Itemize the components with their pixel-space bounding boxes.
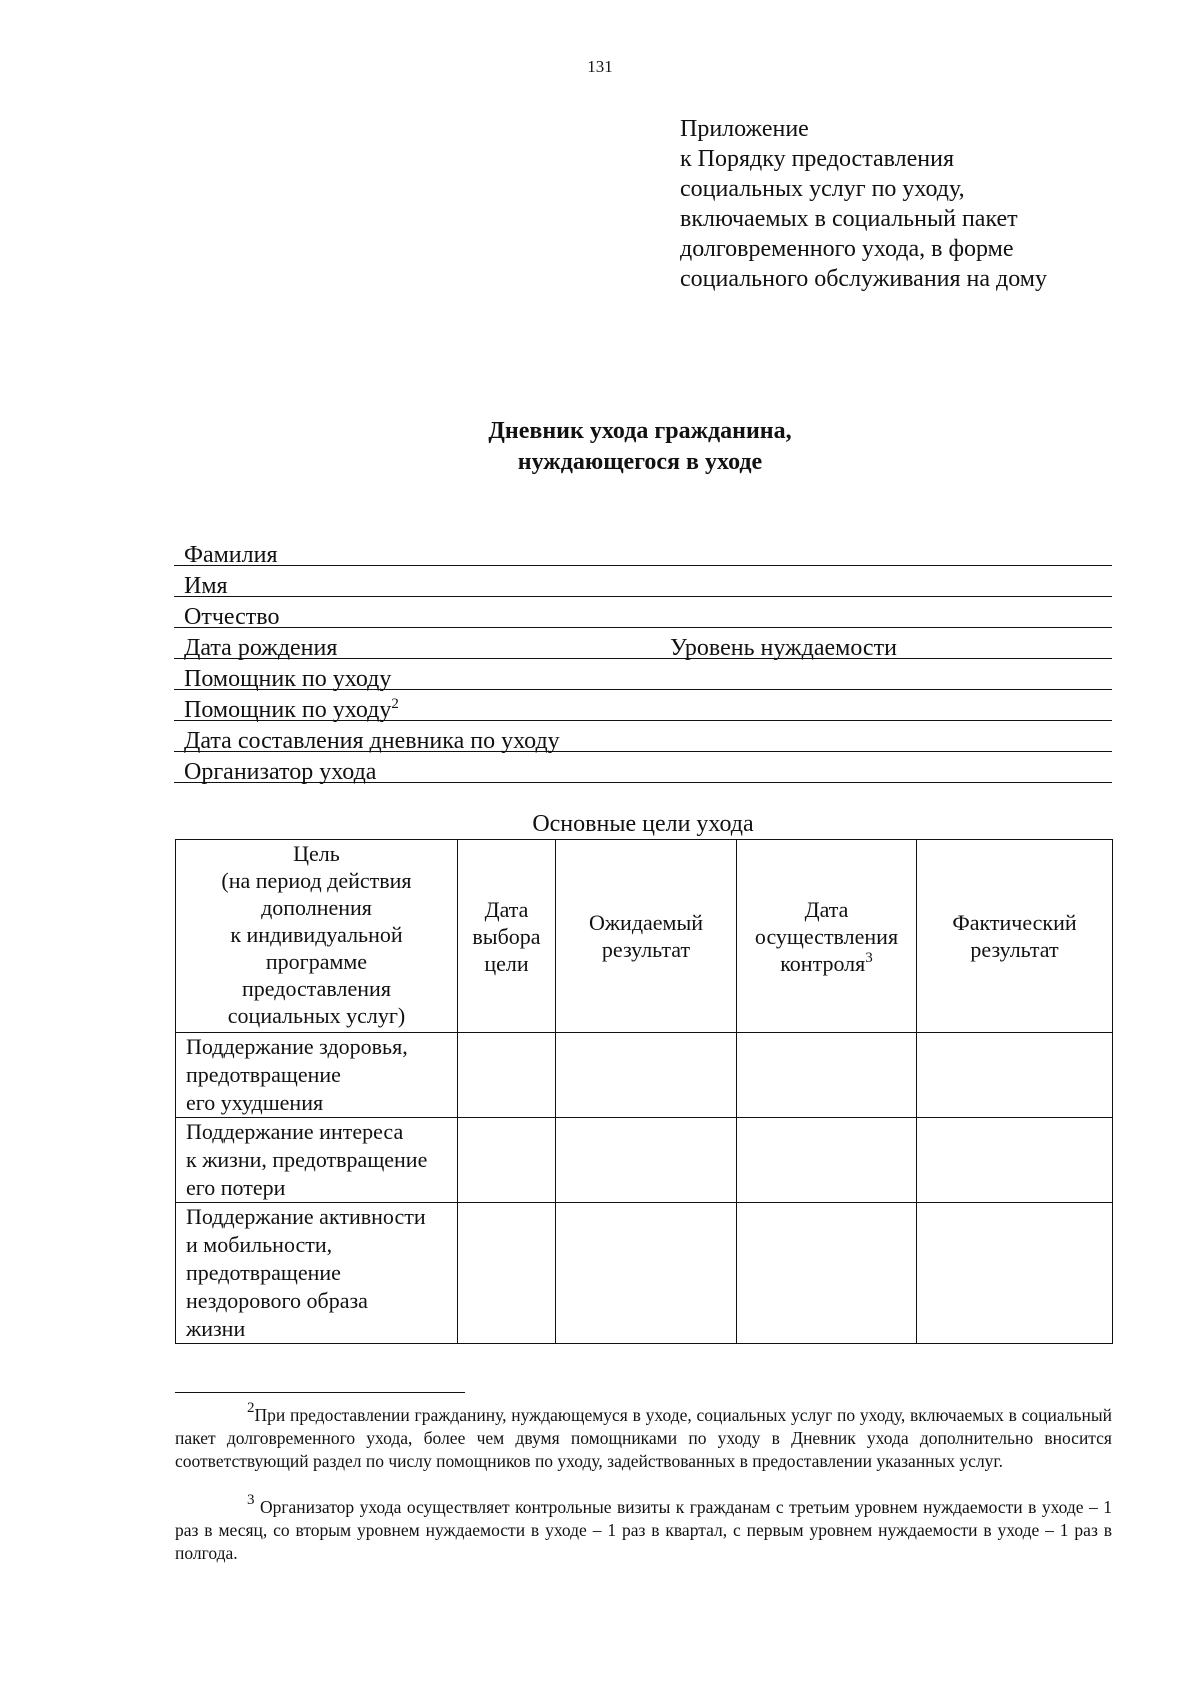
actual-result-cell[interactable] xyxy=(917,1203,1113,1344)
header-line: осуществления xyxy=(754,923,899,949)
assistant-field[interactable] xyxy=(174,659,1112,690)
control-date-cell[interactable] xyxy=(737,1118,917,1203)
surname-label: Фамилия xyxy=(184,542,278,568)
header-goal xyxy=(176,840,458,1033)
goal-cell xyxy=(176,1203,458,1344)
goal-line: к жизни, предотвращение xyxy=(186,1147,428,1172)
footnote-2-text: При предоставлении гражданину, нуждающемуся в уходе, социальных услуг по уходу, включаемых в социальный пакет долговременного ухода, более чем двумя помощниками по уходу в Дневник ухода дополнительно вносится соответствующий раздел по числу помощников по уходу, задействованных в предоставлении указанных услуг. xyxy=(175,1405,1112,1471)
goal-line: его потери xyxy=(186,1175,286,1200)
assistant2-label xyxy=(184,697,399,723)
header-goal-line: (на период действия xyxy=(221,868,412,893)
header-actual-result xyxy=(917,840,1113,1033)
header-line: выбора xyxy=(472,923,541,949)
header-line: Фактический xyxy=(952,910,1077,935)
expected-result-cell[interactable] xyxy=(556,1118,737,1203)
table-row xyxy=(176,1203,1113,1344)
name-field[interactable] xyxy=(174,566,1112,597)
header-expected-result xyxy=(556,840,737,1033)
expected-result-cell[interactable] xyxy=(556,1203,737,1344)
goal-line: жизни xyxy=(186,1316,246,1341)
appendix-line: социального обслуживания на дому xyxy=(680,266,1047,292)
header-selection-date xyxy=(458,840,556,1033)
appendix-line: Приложение xyxy=(680,116,809,142)
header-line: результат xyxy=(970,937,1059,962)
footnote-2-mark: 2 xyxy=(247,1400,255,1416)
patronymic-field[interactable] xyxy=(174,597,1112,628)
goal-line: предотвращение xyxy=(186,1062,341,1087)
diary-date-label: Дата составления дневника по уходу xyxy=(184,728,560,754)
header-line: цели xyxy=(484,950,529,976)
header-line: Дата xyxy=(804,896,849,922)
actual-result-cell[interactable] xyxy=(917,1033,1113,1118)
goal-line: Поддержание активности xyxy=(186,1204,426,1229)
assistant2-text: Помощник по уходу xyxy=(184,697,392,723)
header-goal-line: дополнения xyxy=(261,895,372,920)
header-line xyxy=(737,950,916,977)
footnote-divider xyxy=(175,1392,465,1393)
header-line: результат xyxy=(601,937,691,962)
goal-line: Поддержание интереса xyxy=(186,1119,404,1144)
goal-cell xyxy=(176,1033,458,1118)
header-goal-line: социальных услуг) xyxy=(227,1003,406,1028)
footnote-ref-3: 3 xyxy=(865,949,873,966)
organizer-label: Организатор ухода xyxy=(184,759,377,785)
goal-line: нездорового образа xyxy=(186,1288,368,1313)
header-line: Дата xyxy=(484,896,529,922)
table-row xyxy=(176,1033,1113,1118)
patronymic-label: Отчество xyxy=(184,604,280,630)
footnote-ref-2: 2 xyxy=(391,696,399,712)
title-line-1: Дневник ухода гражданина, xyxy=(488,418,792,444)
goal-line: Поддержание здоровья, xyxy=(186,1034,408,1059)
expected-result-cell[interactable] xyxy=(556,1033,737,1118)
footnote-2 xyxy=(175,1400,1112,1473)
goal-line: его ухудшения xyxy=(186,1090,324,1115)
appendix-line: социальных услуг по уходу, xyxy=(680,176,965,202)
assistant-label: Помощник по уходу xyxy=(184,666,392,692)
footnote-3-text: Организатор ухода осуществляет контрольные визиты к гражданам с третьим уровнем нуждаемости в уходе – 1 раз в месяц, со вторым уровнем нуждаемости в уходе – 1 раз в квартал, с первым уровнем нуждаемости в уходе – 1 раз в полгода. xyxy=(175,1497,1112,1563)
header-goal-line: предоставления xyxy=(242,976,391,1001)
table-title: Основные цели ухода xyxy=(532,811,754,837)
document-title xyxy=(0,416,1200,478)
header-control-date xyxy=(737,840,917,1033)
table-row xyxy=(176,1118,1113,1203)
need-level-label: Уровень нуждаемости xyxy=(670,635,897,661)
goal-cell xyxy=(176,1118,458,1203)
header-goal-line: программе xyxy=(265,949,368,974)
actual-result-cell[interactable] xyxy=(917,1118,1113,1203)
page-number: 131 xyxy=(587,57,613,76)
control-date-cell[interactable] xyxy=(737,1033,917,1118)
birth-date-label: Дата рождения xyxy=(184,635,338,661)
surname-field[interactable] xyxy=(174,535,1112,566)
personal-info-form xyxy=(174,535,1112,783)
diary-date-field[interactable] xyxy=(174,721,1112,752)
selection-date-cell[interactable] xyxy=(458,1118,556,1203)
assistant2-field[interactable] xyxy=(174,690,1112,721)
birth-date-field[interactable] xyxy=(174,628,1112,659)
appendix-line: включаемых в социальный пакет xyxy=(680,206,1018,232)
appendix-line: долговременного ухода, в форме xyxy=(680,236,1014,262)
organizer-field[interactable] xyxy=(174,752,1112,783)
control-date-cell[interactable] xyxy=(737,1203,917,1344)
goal-line: предотвращение xyxy=(186,1260,341,1285)
appendix-line: к Порядку предоставления xyxy=(680,146,955,172)
name-label: Имя xyxy=(184,573,228,599)
title-line-2: нуждающегося в уходе xyxy=(517,449,763,475)
header-goal-line: Цель xyxy=(293,841,340,866)
header-control-text: контроля xyxy=(780,950,866,976)
selection-date-cell[interactable] xyxy=(458,1203,556,1344)
appendix-header xyxy=(680,114,1047,294)
goal-line: и мобильности, xyxy=(186,1232,333,1257)
header-line: Ожидаемый xyxy=(588,910,704,935)
footnote-3 xyxy=(175,1492,1112,1565)
header-goal-line: к индивидуальной xyxy=(230,922,403,947)
goals-table xyxy=(175,839,1113,1344)
selection-date-cell[interactable] xyxy=(458,1033,556,1118)
footnote-3-mark: 3 xyxy=(247,1492,255,1508)
table-header-row xyxy=(176,840,1113,1033)
